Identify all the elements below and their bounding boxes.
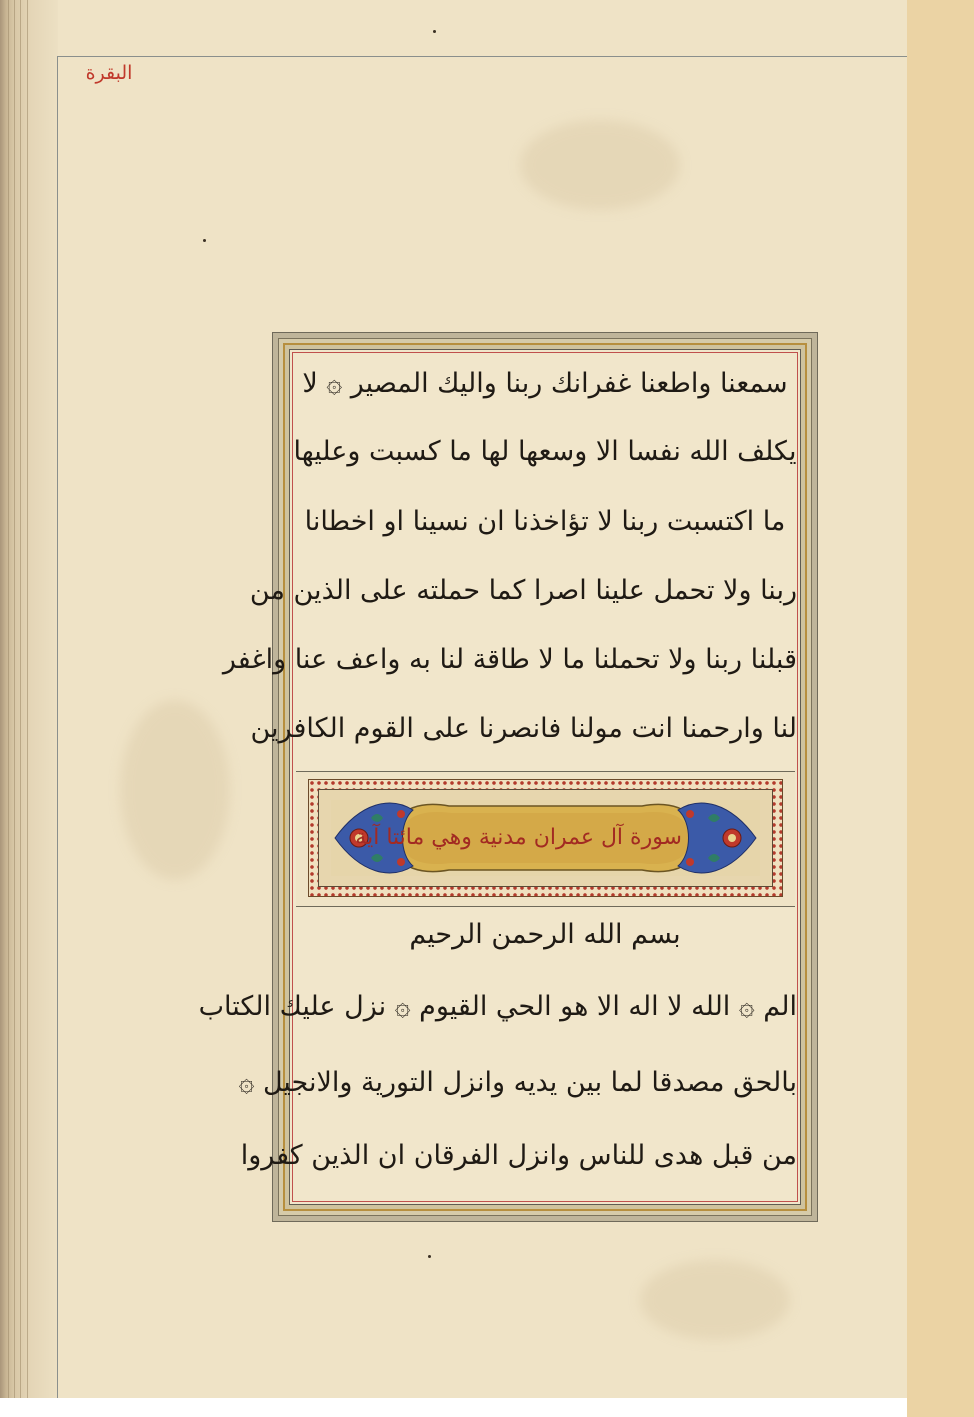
lower-text-block bbox=[198, 905, 797, 1200]
ink-speck bbox=[433, 30, 436, 33]
paper-stain bbox=[120, 700, 230, 880]
text-line: بالحق مصدقا لما بين يديه وانزل التورية والانجيل ۞ bbox=[238, 1067, 797, 1098]
surah-title: سورة آل عمران مدنية وهي مائتا آية bbox=[355, 825, 682, 850]
text-line: ما اكتسبت ربنا لا تؤاخذنا ان نسينا او اخطانا bbox=[304, 506, 786, 537]
text-line: قبلنا ربنا ولا تحملنا ما لا طاقة لنا به واعف عنا واغفر bbox=[222, 644, 797, 675]
ink-speck bbox=[203, 239, 206, 242]
page-edge-line bbox=[14, 0, 15, 1398]
paper-stain bbox=[640, 1260, 790, 1340]
text-line: يكلف الله نفسا الا وسعها لها ما كسبت وعليها bbox=[293, 436, 797, 467]
page-edge-line bbox=[20, 0, 21, 1398]
page-edge-line bbox=[8, 0, 9, 1398]
text-line: سمعنا واطعنا غفرانك ربنا واليك المصير ۞ لا bbox=[302, 368, 788, 399]
paper-stain bbox=[520, 120, 680, 210]
basmala-line: بسم الله الرحمن الرحيم bbox=[409, 919, 681, 950]
upper-text-block bbox=[222, 354, 797, 770]
margin-rule-left bbox=[57, 56, 58, 1398]
right-margin-strip bbox=[907, 0, 974, 1417]
text-line: لنا وارحمنا انت مولنا فانصرنا على القوم الكافرين bbox=[250, 713, 797, 744]
text-line: من قبل هدى للناس وانزل الفرقان ان الذين كفروا bbox=[240, 1140, 797, 1171]
ink-speck bbox=[428, 1255, 431, 1258]
catchword: البقرة bbox=[85, 62, 133, 84]
text-line: ربنا ولا تحمل علينا اصرا كما حملته على الذين من bbox=[249, 575, 797, 606]
margin-rule-top bbox=[57, 56, 907, 57]
text-line: الم ۞ الله لا اله الا هو الحي القيوم ۞ نزل عليك الكتاب bbox=[198, 991, 797, 1022]
page-edge-line bbox=[27, 0, 28, 1398]
